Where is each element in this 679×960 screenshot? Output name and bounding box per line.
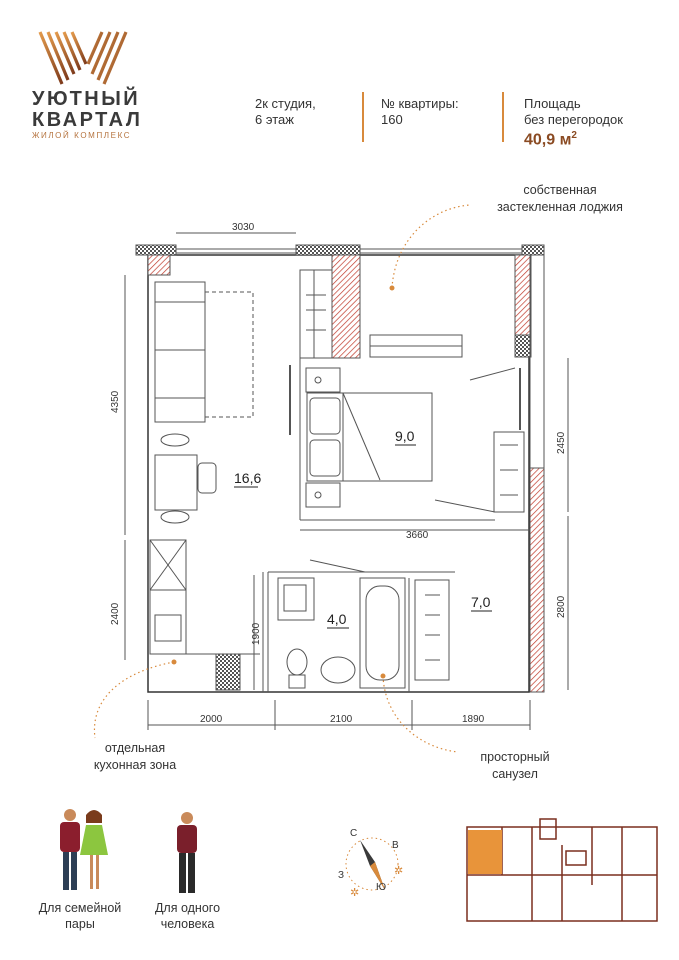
right-wall-hatch [530,468,544,692]
label-single: Для одного человека [154,901,221,931]
dim-left-lower: 2400 [110,602,121,625]
top-wall-left [136,245,176,255]
compass-north: С [350,828,358,839]
highlighted-apartment [468,830,502,874]
stove [216,654,240,690]
loggia-wall-left [332,255,360,358]
dim-left-upper: 4350 [110,390,121,413]
callout-line-bathroom [383,676,458,752]
callout-bathroom: просторный санузел [480,750,550,781]
dim-bottom-3: 1890 [462,714,485,725]
loggia-wall-right [515,255,531,335]
room-area-living: 16,6 [234,470,262,486]
dim-bottom-1: 2000 [200,714,223,725]
sofa [155,282,205,422]
single-person-icon [170,810,204,895]
dim-right-upper: 2450 [556,431,567,454]
sun-icon: ✲ [394,865,404,877]
floor-key-plan [462,815,662,925]
apt-label: № квартиры: [381,96,459,111]
left-wall-stub [148,255,170,275]
compass-east: В [392,840,399,851]
apt-number: 160 [381,112,403,127]
compass-icon [330,820,410,900]
type-line1: 2к студия, [255,96,316,111]
callout-kitchen: отдельная кухонная зона [93,741,177,772]
label-couple: Для семейной пары [38,901,122,931]
callout-line-kitchen [94,662,174,738]
room-area-bathroom: 4,0 [327,611,347,627]
brand-subtitle: ЖИЛОЙ КОМПЛЕКС [32,131,132,140]
callout-loggia: собственная застекленная лоджия [497,183,623,214]
compass-south: Ю [376,882,387,893]
top-wall-right [522,245,544,255]
area-label2: без перегородок [524,112,623,127]
area-value: 40,9 $м^2$ [524,130,577,149]
brand-name-line1: УЮТНЫЙ [32,88,141,110]
dim-bath-height: 1900 [251,622,262,645]
room-area-hall: 7,0 [471,594,491,610]
dim-bottom-2: 2100 [330,714,353,725]
dining-table [155,455,197,510]
dim-right-lower: 2800 [556,595,567,618]
dim-middle: 3660 [406,530,429,541]
brand-name-line2: КВАРТАЛ [32,109,143,131]
top-wall-mid [296,245,360,255]
couple-icon [50,805,116,895]
area-label1: Площадь [524,96,581,111]
compass-west: З [338,870,345,881]
room-area-bedroom: 9,0 [395,428,415,444]
dim-top: 3030 [232,222,255,233]
type-line2: 6 этаж [255,112,294,127]
callout-line-loggia [392,205,470,288]
sun-icon: ✲ [350,887,360,899]
